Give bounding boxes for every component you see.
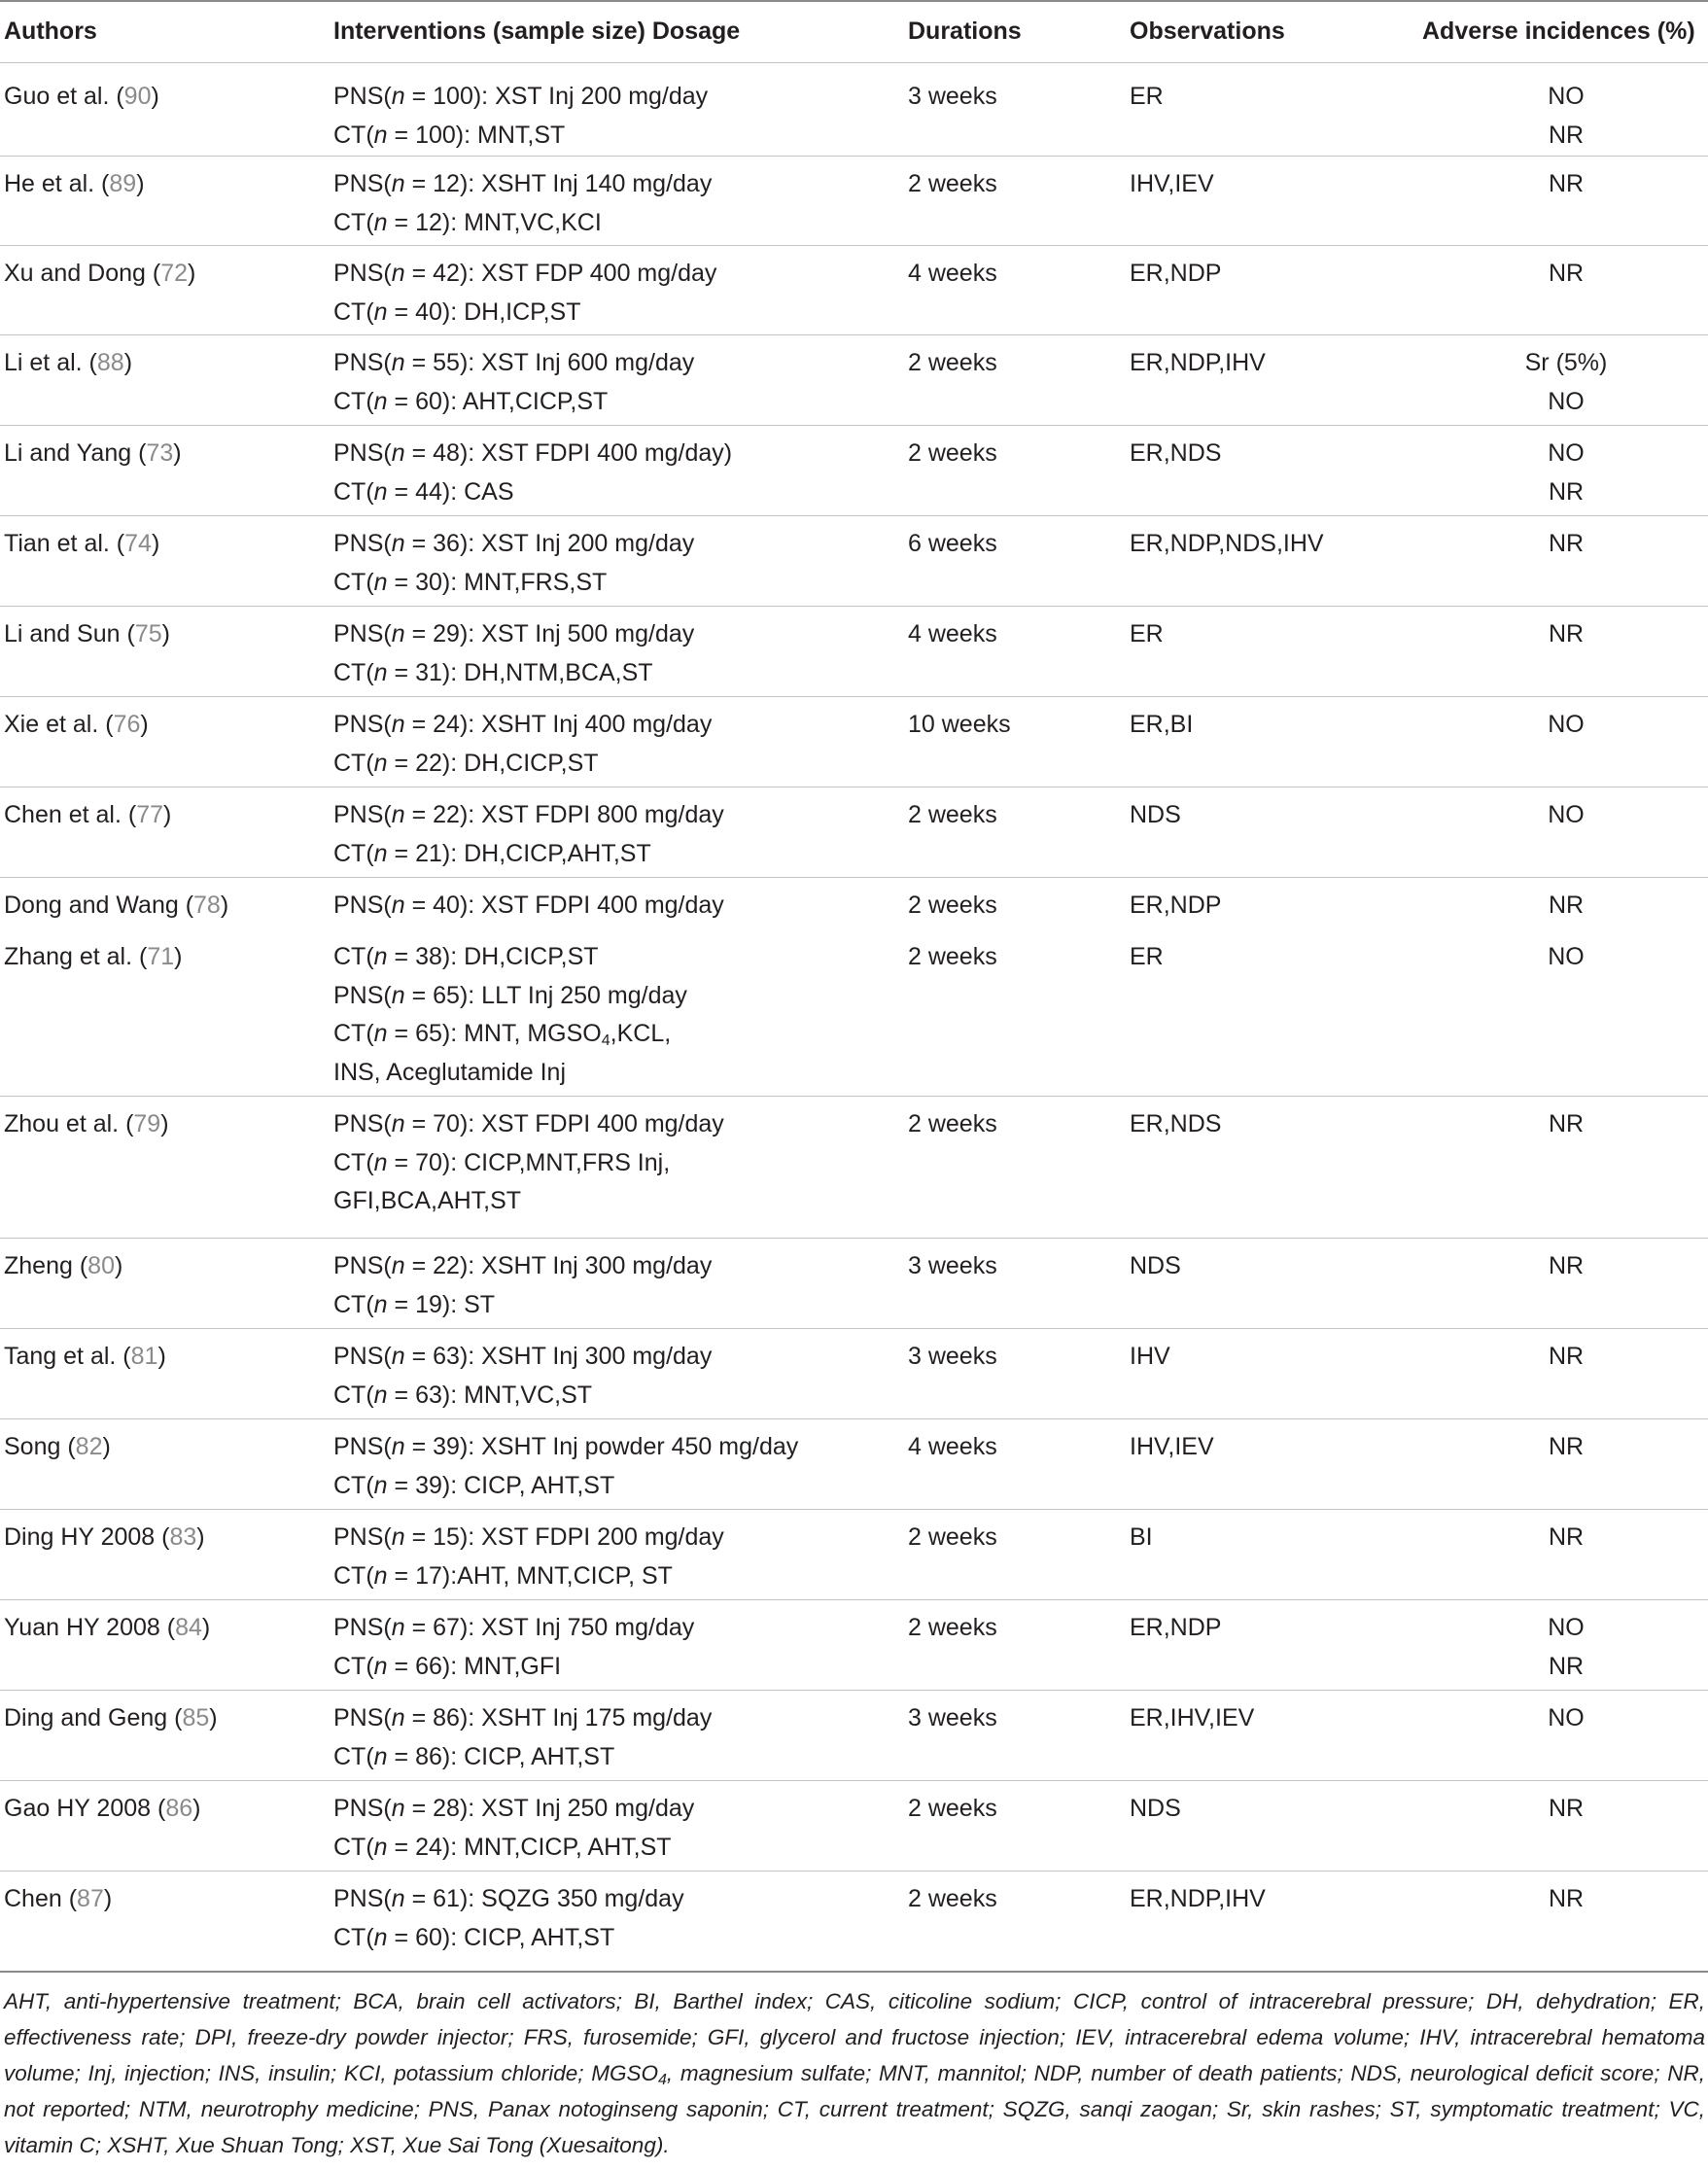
row-rule [0,1238,1708,1239]
adverse-value: Sr (5%) [1524,349,1608,376]
intervention-line: PNS(n = 67): XST Inj 750 mg/day [333,1614,695,1641]
observations-cell: ER,NDP [1130,1614,1222,1641]
interventions-cell [333,1428,798,1505]
interventions-cell [333,435,732,511]
adverse-cell [1439,255,1693,294]
intervention-line: PNS(n = 86): XSHT Inj 175 mg/day [333,1704,713,1732]
duration-cell: 3 weeks [908,83,997,110]
observations-cell: ER,NDS [1130,1110,1222,1137]
intervention-line: PNS(n = 29): XST Inj 500 mg/day [333,620,695,647]
intervention-line: CT(n = 39): CICP, AHT,ST [333,1471,615,1499]
adverse-cell [1439,1105,1693,1144]
observations-cell: ER,NDS [1130,439,1222,467]
duration-cell: 2 weeks [908,1523,997,1551]
adverse-value: NO [1548,1704,1585,1732]
observations-cell: ER,BI [1130,711,1194,738]
row-rule [0,606,1708,607]
interventions-cell [333,1105,724,1221]
duration-cell: 4 weeks [908,620,997,647]
reference-number: 84 [175,1614,202,1641]
reference-number: 81 [130,1343,158,1370]
reference-number: 80 [87,1252,115,1279]
header-authors: Authors [4,17,97,45]
interventions-cell [333,1880,684,1957]
adverse-value: NR [1548,620,1585,647]
author-cell: Xie et al. (76) [4,711,149,738]
adverse-cell [1439,1880,1693,1919]
duration-cell: 3 weeks [908,1704,997,1732]
adverse-cell [1439,525,1693,564]
adverse-value: NR [1548,530,1585,557]
intervention-line: CT(n = 44): CAS [333,477,514,506]
reference-number: 76 [113,711,141,738]
row-rule [0,1599,1708,1600]
intervention-line: PNS(n = 63): XSHT Inj 300 mg/day [333,1343,713,1370]
adverse-cell [1439,1699,1693,1738]
observations-cell: IHV,IEV [1130,170,1214,197]
reference-number: 73 [146,439,174,467]
duration-cell: 6 weeks [908,530,997,557]
author-cell: Zhou et al. (79) [4,1110,169,1137]
intervention-line: CT(n = 21): DH,CICP,AHT,ST [333,839,651,867]
author-cell: Ding and Geng (85) [4,1704,218,1732]
author-cell: Chen et al. (77) [4,801,172,828]
intervention-line: PNS(n = 55): XST Inj 600 mg/day [333,349,695,376]
row-rule [0,877,1708,878]
reference-number: 86 [165,1795,193,1822]
intervention-line: PNS(n = 36): XST Inj 200 mg/day [333,530,695,557]
duration-cell: 2 weeks [908,349,997,376]
duration-cell: 2 weeks [908,801,997,828]
reference-number: 88 [96,349,124,376]
author-cell: He et al. (89) [4,170,145,197]
intervention-line: CT(n = 19): ST [333,1290,496,1318]
intervention-line: PNS(n = 22): XST FDPI 800 mg/day [333,801,724,828]
duration-cell: 2 weeks [908,1885,997,1912]
reference-number: 72 [160,260,189,287]
interventions-cell [333,1519,724,1595]
observations-cell: ER [1130,620,1164,647]
row-rule [0,1509,1708,1510]
row-rule [0,156,1708,157]
adverse-cell [1439,938,1693,977]
observations-cell: NDS [1130,1795,1181,1822]
intervention-line: PNS(n = 48): XST FDPI 400 mg/day) [333,439,733,467]
header-interventions: Interventions (sample size) Dosage [333,17,741,45]
observations-cell: ER,NDP,IHV [1130,1885,1266,1912]
observations-cell: ER,NDP,NDS,IHV [1130,530,1324,557]
author-cell: Ding HY 2008 (83) [4,1523,205,1551]
observations-cell: IHV [1130,1343,1170,1370]
duration-cell: 3 weeks [908,1343,997,1370]
row-rule [0,245,1708,246]
interventions-cell [333,1338,712,1415]
header-adverse: Adverse incidences (%) [1422,17,1695,45]
reference-number: 78 [193,892,221,919]
table-footnote: AHT, anti-hypertensive treatment; BCA, brain cell activators; BI, Barthel index; CAS, citicoline sodium; CICP, control of intracerebral pressure; DH, dehydration; ER, effectiveness rate; DPI, freeze-dry powder injector; FRS, furosemide; GFI, glycerol and fructose injection; IEV, intracerebral edema volume; IHV, intracerebral hematoma volume; Inj, injection; INS, insulin; KCI, potassium chloride; $MGSO_4$, magnesium sulfate; MNT, mannitol; NDP, number of death patients; NDS, neurological deficit score; NR, not reported; NTM, neurotrophy medicine; PNS, Panax notoginseng saponin; CT, current treatment; SQZG, sanqi zaogan; Sr, skin rashes; ST, symptomatic treatment; VC, vitamin C; XSHT, Xue Shuan Tong; XST, Xue Sai Tong (Xuesaitong). [4,1989,1705,2157]
author-cell: Tang et al. (81) [4,1343,166,1370]
row-rule [0,1328,1708,1329]
row-rule [0,1096,1708,1097]
intervention-line: CT(n = 66): MNT,GFI [333,1652,562,1680]
row-rule [0,334,1708,335]
adverse-cell [1439,796,1693,835]
intervention-line: PNS(n = 28): XST Inj 250 mg/day [333,1795,695,1822]
adverse-value: NO [1548,711,1585,738]
observations-cell: ER [1130,943,1164,970]
duration-cell: 2 weeks [908,1795,997,1822]
author-cell: Li and Yang (73) [4,439,182,467]
intervention-line: CT(n = 65): MNT, $MGSO_4,KCL$, [333,1020,672,1050]
duration-cell: 2 weeks [908,439,997,467]
author-cell: Zheng (80) [4,1252,123,1279]
adverse-cell [1439,615,1693,654]
adverse-cell [1439,1790,1693,1829]
observations-cell: IHV,IEV [1130,1433,1214,1460]
author-cell: Zhang et al. (71) [4,943,183,970]
interventions-cell [333,1247,712,1324]
adverse-cell [1439,706,1693,745]
interventions-cell [333,165,712,242]
adverse-value: NR [1548,1433,1585,1460]
intervention-line: PNS(n = 15): XST FDPI 200 mg/day [333,1523,724,1551]
observations-cell: ER,NDP,IHV [1130,349,1266,376]
adverse-value: NO [1548,943,1585,970]
adverse-value: NR [1548,1523,1585,1551]
author-cell: Yuan HY 2008 (84) [4,1614,211,1641]
duration-cell: 2 weeks [908,1110,997,1137]
duration-cell: 2 weeks [908,892,997,919]
intervention-line: PNS(n = 100): XST Inj 200 mg/day [333,83,709,110]
intervention-line: PNS(n = 65): LLT Inj 250 mg/day [333,981,687,1009]
author-cell: Xu and Dong (72) [4,260,196,287]
intervention-line: PNS(n = 12): XSHT Inj 140 mg/day [333,170,713,197]
header-rule [0,62,1708,63]
row-rule [0,1871,1708,1872]
interventions-cell [333,255,716,332]
interventions-cell [333,525,694,602]
duration-cell: 2 weeks [908,170,997,197]
intervention-line: PNS(n = 39): XSHT Inj powder 450 mg/day [333,1433,799,1460]
reference-number: 83 [169,1523,197,1551]
duration-cell: 4 weeks [908,260,997,287]
author-cell: Li and Sun (75) [4,620,170,647]
intervention-line: PNS(n = 22): XSHT Inj 300 mg/day [333,1252,713,1279]
interventions-cell [333,706,712,783]
row-rule [0,515,1708,516]
adverse-cell [1439,435,1693,511]
intervention-line: CT(n = 31): DH,NTM,BCA,ST [333,658,653,686]
reference-number: 77 [136,801,163,828]
header-durations: Durations [908,17,1022,45]
adverse-value: NR [1548,892,1585,919]
adverse-value: NO [1548,801,1585,828]
adverse-value: NR [1548,1110,1585,1137]
adverse-cell [1439,1428,1693,1467]
reference-number: 79 [133,1110,161,1137]
duration-cell: 10 weeks [908,711,1011,738]
intervention-line: CT(n = 24): MNT,CICP, AHT,ST [333,1833,672,1861]
adverse-cell [1439,78,1693,155]
intervention-line: PNS(n = 70): XST FDPI 400 mg/day [333,1110,724,1137]
adverse-value: NR [1548,260,1585,287]
adverse-cell [1439,1519,1693,1557]
author-cell: Li et al. (88) [4,349,133,376]
observations-cell: NDS [1130,801,1181,828]
intervention-line: CT(n = 70): CICP,MNT,FRS Inj, [333,1148,671,1176]
interventions-cell [333,887,724,926]
observations-cell: ER,NDP [1130,260,1222,287]
adverse-cell [1439,1247,1693,1286]
intervention-line: CT(n = 100): MNT,ST [333,121,566,149]
interventions-cell [333,615,694,692]
interventions-cell [333,1609,694,1686]
duration-cell: 2 weeks [908,1614,997,1641]
duration-cell: 2 weeks [908,943,997,970]
reference-number: 74 [124,530,152,557]
reference-number: 90 [123,83,152,110]
adverse-value: NR [1548,477,1585,506]
interventions-cell [333,1699,712,1776]
interventions-cell [333,78,708,155]
adverse-value: NR [1548,1652,1585,1680]
intervention-line: PNS(n = 24): XSHT Inj 400 mg/day [333,711,713,738]
adverse-value: NR [1548,1252,1585,1279]
duration-cell: 3 weeks [908,1252,997,1279]
duration-cell: 4 weeks [908,1433,997,1460]
intervention-line: CT(n = 60): AHT,CICP,ST [333,387,609,415]
author-cell: Song (82) [4,1433,111,1460]
observations-cell: ER [1130,83,1164,110]
row-rule [0,1780,1708,1781]
author-cell: Chen (87) [4,1885,113,1912]
row-rule [0,696,1708,697]
adverse-cell [1439,1338,1693,1377]
intervention-line: CT(n = 17):AHT, MNT,CICP, ST [333,1561,673,1590]
table-bottom-rule [0,1971,1708,1973]
intervention-line: PNS(n = 40): XST FDPI 400 mg/day [333,892,724,919]
reference-number: 89 [109,170,137,197]
author-cell: Dong and Wang (78) [4,892,229,919]
table-top-rule [0,0,1708,2]
intervention-line: CT(n = 86): CICP, AHT,ST [333,1742,615,1770]
header-observations: Observations [1130,17,1285,45]
adverse-value: NR [1548,170,1585,197]
intervention-line: CT(n = 22): DH,CICP,ST [333,749,599,777]
intervention-line: PNS(n = 61): SQZG 350 mg/day [333,1885,684,1912]
observations-cell: ER,IHV,IEV [1130,1704,1255,1732]
observations-cell: ER,NDP [1130,892,1222,919]
row-rule [0,1418,1708,1419]
intervention-line: CT(n = 12): MNT,VC,KCI [333,208,602,236]
reference-number: 85 [182,1704,210,1732]
intervention-line: CT(n = 38): DH,CICP,ST [333,943,599,970]
interventions-cell [333,938,687,1092]
adverse-value: NO [1548,1614,1585,1641]
reference-number: 75 [134,620,162,647]
intervention-line: PNS(n = 42): XST FDP 400 mg/day [333,260,717,287]
adverse-cell [1439,344,1693,421]
interventions-cell [333,1790,694,1867]
intervention-line: GFI,BCA,AHT,ST [333,1187,522,1215]
adverse-value: NR [1548,1885,1585,1912]
adverse-cell [1439,1609,1693,1686]
intervention-line: CT(n = 63): MNT,VC,ST [333,1381,593,1409]
adverse-value: NO [1548,387,1585,415]
adverse-value: NO [1548,83,1585,110]
observations-cell: NDS [1130,1252,1181,1279]
row-rule [0,425,1708,426]
observations-cell: BI [1130,1523,1153,1551]
adverse-value: NR [1548,121,1585,149]
author-cell: Guo et al. (90) [4,83,159,110]
reference-number: 82 [75,1433,103,1460]
intervention-line: CT(n = 30): MNT,FRS,ST [333,568,608,596]
author-cell: Gao HY 2008 (86) [4,1795,201,1822]
interventions-cell [333,796,724,873]
author-cell: Tian et al. (74) [4,530,160,557]
adverse-cell [1439,887,1693,926]
adverse-cell [1439,165,1693,204]
interventions-cell [333,344,694,421]
adverse-value: NO [1548,439,1585,467]
row-rule [0,1690,1708,1691]
intervention-line: CT(n = 60): CICP, AHT,ST [333,1923,615,1951]
intervention-line: INS, Aceglutamide Inj [333,1058,567,1086]
intervention-line: CT(n = 40): DH,ICP,ST [333,297,581,326]
adverse-value: NR [1548,1795,1585,1822]
reference-number: 87 [77,1885,104,1912]
adverse-value: NR [1548,1343,1585,1370]
reference-number: 71 [147,943,175,970]
